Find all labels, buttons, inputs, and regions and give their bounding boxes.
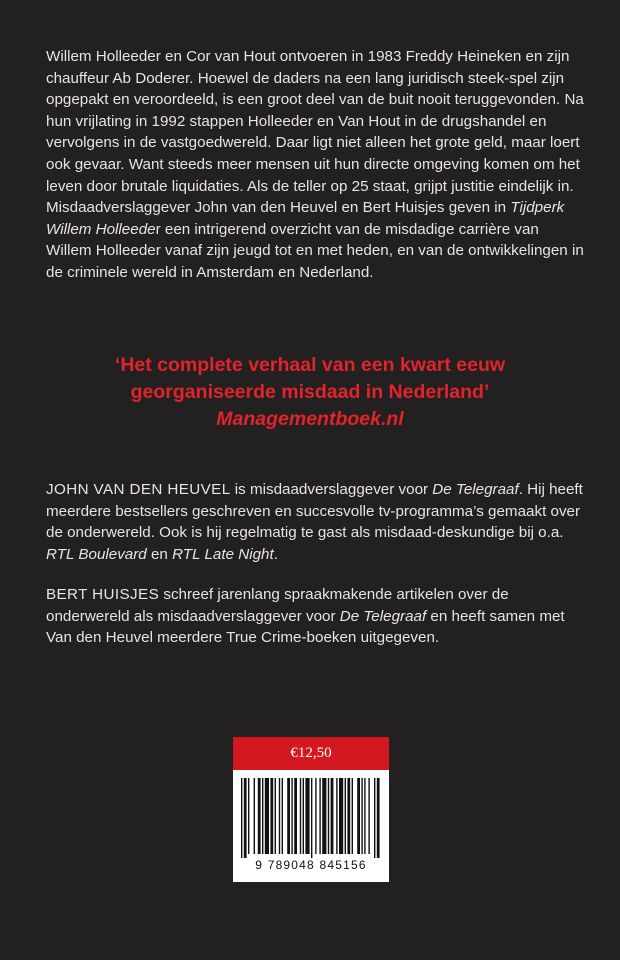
bio-john-italic-1: De Telegraaf [432, 481, 519, 498]
barcode-bar [300, 778, 301, 854]
barcode-bar [291, 778, 292, 854]
barcode-bar [322, 778, 326, 854]
bio-john-italic-3: RTL Late Night [172, 545, 274, 563]
barcode-bar [254, 778, 255, 854]
isbn-barcode [233, 770, 389, 882]
barcode-bar [275, 778, 276, 854]
barcode-bar [315, 778, 316, 854]
blurb-p2-rest: een intrigerend overzicht van de misdadige carrière van Willem Holleeder vanaf zijn jeugd tot en met heden, en van de ontwikkelingen in de criminele wereld in Amsterdam en Nederland. [46, 220, 584, 281]
bio-john-paragraph [46, 479, 586, 565]
barcode-bar [374, 778, 375, 858]
blurb-paragraph-2 [46, 197, 586, 283]
barcode-bar [244, 778, 247, 858]
barcode-bar [294, 778, 297, 854]
barcode-bar [282, 778, 283, 854]
barcode-bar [347, 778, 350, 854]
barcode-bar [270, 778, 273, 854]
review-quote [0, 352, 620, 433]
barcode-bar [258, 778, 261, 854]
isbn-number: 9 789048 845156 [255, 858, 367, 872]
blurb-paragraph-1: Willem Holleeder en Cor van Hout ontvoeren in 1983 Freddy Heineken en zijn chauffeur Ab Doderer. Hoewel de daders na een lang juridisch steek-spel zijn opgepakt en veroordeeld, is een groot deel van de buit nooit teruggevonden. Na hun vrijlating in 1992 stappen Holleeder en Van Hout in de drugshandel en vervolgens in de vastgoedwereld. Daar ligt niet alleen het grote geld, maar loert ook gevaar. Want steeds meer mensen uit hun directe omgeving komen om het leven door brutale liquidaties. Als de teller op 25 staat, grijpt justitie eindelijk in. [46, 48, 584, 195]
barcode-bar [357, 778, 360, 854]
barcode-bar [262, 778, 263, 854]
barcode-bar [287, 778, 290, 854]
barcode-bar [345, 778, 346, 854]
price-label: €12,50 [233, 737, 389, 770]
barcode-bar [361, 778, 362, 854]
author-bio-john [46, 479, 586, 565]
barcode-bar [303, 778, 304, 854]
bio-bert-text-2: en heeft samen met Van den Heuvel meerdere True Crime-boeken uitgegeven. [46, 607, 565, 647]
bio-bert-text-1: schreef jarenlang spraakmakende artikelen over de onderwereld als misdaadverslaggever voor [46, 586, 509, 625]
blurb-p2-intro: Misdaadverslaggever John van den Heuvel en Bert Huisjes geven in [46, 199, 511, 217]
barcode-bar [248, 778, 249, 854]
bio-john-text-1: is misdaadverslaggever voor [230, 481, 433, 498]
barcode-bar [377, 778, 380, 858]
author-name-bert: BERT HUISJES [46, 586, 160, 603]
barcode-bar [311, 778, 312, 858]
barcode-bar [328, 778, 329, 854]
barcode-bar [305, 778, 309, 854]
bio-john-italic-2: RTL Boulevard [46, 545, 147, 563]
quote-line-2: georganiseerde misdaad in Nederland’ [130, 381, 490, 403]
barcode-bar [319, 778, 320, 854]
quote-line-1: ‘Het complete verhaal van een kwart eeuw [114, 354, 506, 376]
barcode-bar [279, 778, 280, 854]
barcode-bars [241, 778, 381, 858]
barcode-bar [241, 778, 242, 858]
barcode-bar [331, 778, 334, 854]
barcode-bar [368, 778, 369, 854]
barcode-bar [352, 778, 353, 854]
bio-john-text-4: . [273, 545, 278, 563]
book-title-italic: Tijdperk Willem Holleede [46, 199, 565, 238]
back-cover-blurb [46, 46, 586, 284]
book-title-tail: r [155, 220, 161, 238]
barcode-bar [364, 778, 365, 854]
bio-bert-italic-1: De Telegraaf [339, 607, 427, 625]
author-name-john: JOHN VAN DEN HEUVEL [46, 481, 231, 498]
barcode-bar [336, 778, 337, 854]
author-bio-bert [46, 584, 586, 649]
barcode-bar [265, 778, 269, 854]
barcode-bar [339, 778, 343, 854]
bio-bert-paragraph [46, 584, 586, 649]
bio-john-text-2: . Hij heeft meerdere bestsellers geschreven en succesvolle tv-programma’s gemaakt over de onderwereld. Ook is hij regelmatig te gast als misdaad-deskundige bij o.a. [46, 481, 583, 542]
bio-john-text-3: en [146, 545, 173, 563]
quote-source: Managementboek.nl [216, 408, 404, 430]
